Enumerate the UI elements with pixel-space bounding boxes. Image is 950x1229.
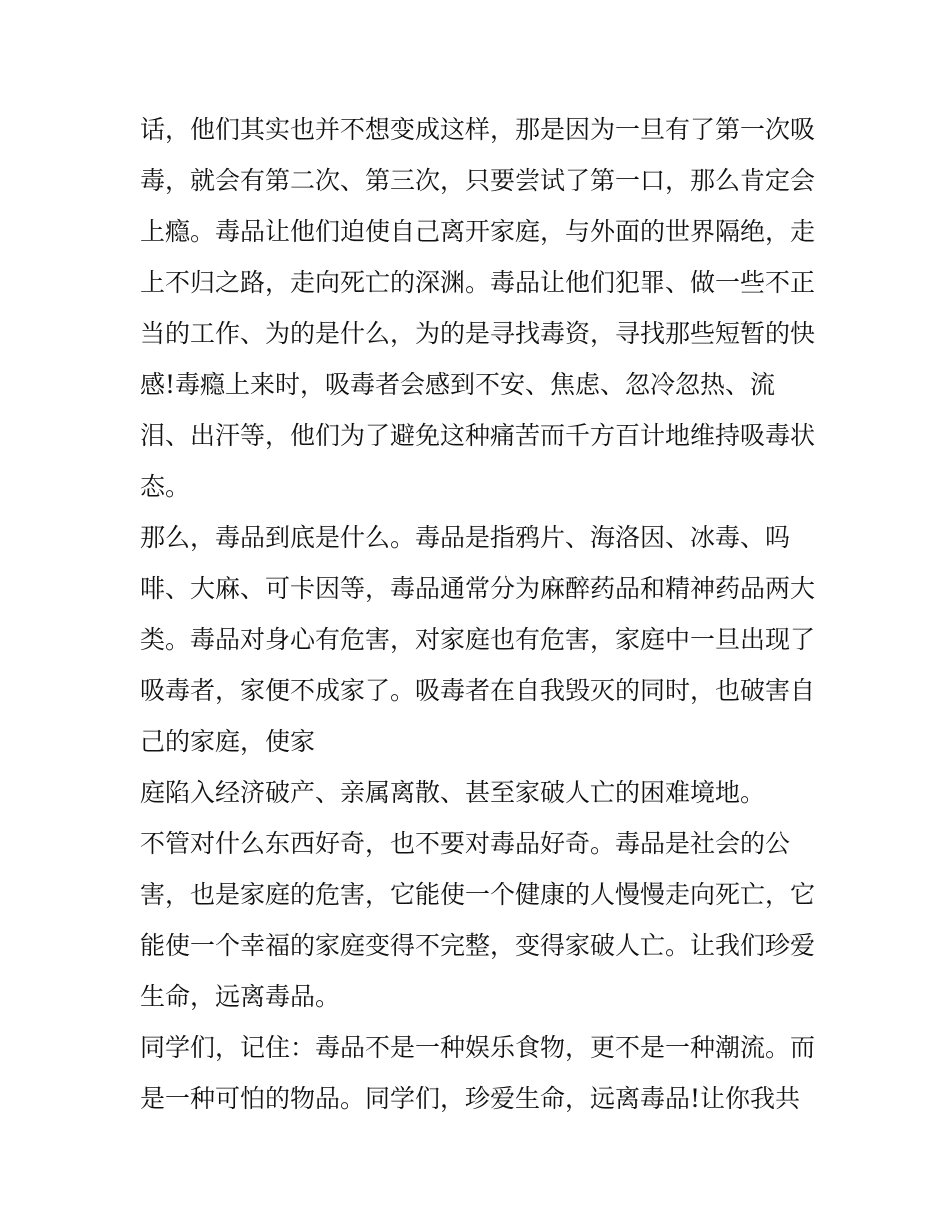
text-line: 己的家庭，使家	[140, 727, 316, 756]
text-line: 上不归之路，走向死亡的深渊。毒品让他们犯罪、做一些不正	[140, 268, 816, 297]
text-line: 当的工作、为的是什么，为的是寻找毒资，寻找那些短暂的快	[140, 319, 816, 348]
text-line: 话，他们其实也并不想变成这样，那是因为一旦有了第一次吸	[140, 115, 816, 144]
text-line: 庭陷入经济破产、亲属离散、甚至家破人亡的困难境地。	[140, 778, 766, 807]
text-line: 泪、出汗等，他们为了避免这种痛苦而千方百计地维持吸毒状	[140, 421, 816, 450]
body-text	[140, 104, 820, 1124]
text-line: 吸毒者，家便不成家了。吸毒者在自我毁灭的同时，也破害自	[140, 676, 816, 705]
text-line: 生命，远离毒品。	[140, 982, 341, 1011]
text-line: 害，也是家庭的危害，它能使一个健康的人慢慢走向死亡，它	[140, 880, 816, 909]
text-line: 同学们，记住：毒品不是一种娱乐食物，更不是一种潮流。而	[140, 1033, 816, 1062]
text-line: 能使一个幸福的家庭变得不完整，变得家破人亡。让我们珍爱	[140, 931, 816, 960]
text-line: 态。	[140, 472, 191, 501]
text-line: 不管对什么东西好奇，也不要对毒品好奇。毒品是社会的公	[140, 829, 791, 858]
text-line: 是一种可怕的物品。同学们，珍爱生命，远离毒品!让你我共	[140, 1084, 801, 1113]
text-line: 那么，毒品到底是什么。毒品是指鸦片、海洛因、冰毒、吗	[140, 523, 791, 552]
text-line: 上瘾。毒品让他们迫使自己离开家庭，与外面的世界隔绝，走	[140, 217, 816, 246]
text-line: 毒，就会有第二次、第三次，只要尝试了第一口，那么肯定会	[140, 166, 816, 195]
text-line: 啡、大麻、可卡因等，毒品通常分为麻醉药品和精神药品两大	[140, 574, 816, 603]
text-line: 感!毒瘾上来时，吸毒者会感到不安、焦虑、忽冷忽热、流	[140, 370, 776, 399]
text-line: 类。毒品对身心有危害，对家庭也有危害，家庭中一旦出现了	[140, 625, 816, 654]
